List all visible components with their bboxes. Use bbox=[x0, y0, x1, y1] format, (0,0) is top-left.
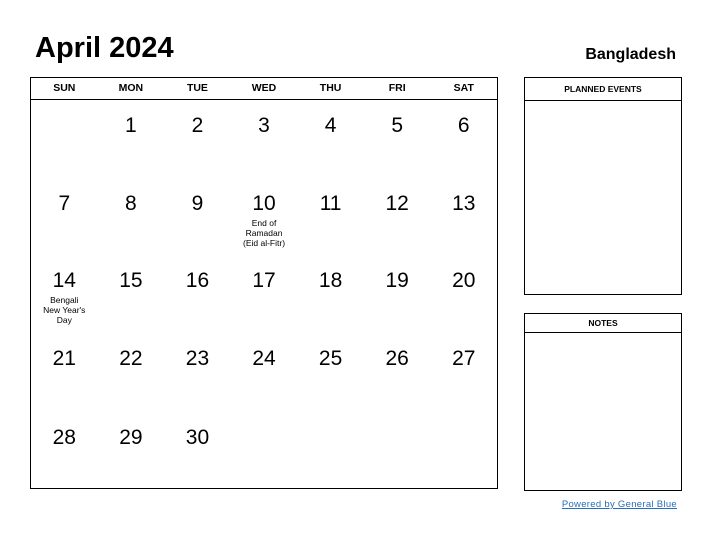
day-cell bbox=[164, 178, 231, 256]
day-number: 5 bbox=[391, 114, 404, 137]
day-number: 14 bbox=[52, 269, 76, 292]
powered-by-link[interactable]: Powered by General Blue bbox=[561, 499, 677, 510]
planned-events-panel bbox=[524, 77, 682, 295]
weekday-sun: SUN bbox=[53, 82, 76, 94]
day-number: 16 bbox=[185, 269, 210, 292]
weekday-fri: FRI bbox=[388, 82, 406, 94]
day-cell bbox=[98, 178, 165, 256]
notes-heading: NOTES bbox=[525, 314, 681, 333]
day-number: 11 bbox=[319, 192, 342, 215]
day-number: 9 bbox=[191, 192, 204, 215]
day-cell bbox=[31, 178, 98, 256]
day-cell bbox=[297, 178, 364, 256]
day-number: 7 bbox=[58, 192, 71, 215]
day-cell bbox=[430, 333, 497, 411]
notes-panel bbox=[524, 313, 682, 491]
day-cell bbox=[98, 412, 165, 490]
day-number: 26 bbox=[385, 347, 409, 370]
day-cell bbox=[364, 333, 431, 411]
day-number: 12 bbox=[385, 192, 409, 215]
weekday-sat: SAT bbox=[453, 82, 474, 94]
country-label: Bangladesh bbox=[585, 46, 676, 63]
day-number: 30 bbox=[185, 426, 210, 449]
day-number: 4 bbox=[324, 114, 337, 137]
day-number: 28 bbox=[52, 426, 76, 449]
day-number: 29 bbox=[119, 426, 143, 449]
day-number: 17 bbox=[252, 269, 276, 292]
calendar-week bbox=[31, 333, 497, 411]
day-cell bbox=[231, 412, 298, 490]
weekday-header bbox=[31, 78, 497, 100]
day-cell bbox=[430, 412, 497, 490]
day-number: 27 bbox=[452, 347, 476, 370]
day-number: 23 bbox=[185, 347, 210, 370]
day-cell bbox=[98, 100, 165, 178]
day-cell bbox=[98, 255, 165, 333]
day-cell bbox=[164, 412, 231, 490]
calendar-week bbox=[31, 100, 497, 178]
day-cell bbox=[364, 100, 431, 178]
day-cell bbox=[297, 333, 364, 411]
day-cell bbox=[231, 178, 298, 256]
day-number: 3 bbox=[258, 114, 270, 137]
calendar-week bbox=[31, 255, 497, 333]
day-number: 24 bbox=[252, 347, 276, 370]
day-cell bbox=[297, 255, 364, 333]
weekday-thu: THU bbox=[319, 82, 342, 94]
day-number: 13 bbox=[452, 192, 476, 215]
day-cell bbox=[164, 100, 231, 178]
day-cell bbox=[430, 100, 497, 178]
day-cell bbox=[98, 333, 165, 411]
calendar-week bbox=[31, 178, 497, 256]
calendar-week bbox=[31, 412, 497, 490]
day-number: 25 bbox=[318, 347, 343, 370]
weekday-wed: WED bbox=[251, 82, 277, 94]
holiday-label: Bengali New Year's Day bbox=[43, 295, 86, 325]
day-cell bbox=[231, 100, 298, 178]
calendar-body bbox=[31, 100, 497, 488]
calendar-grid bbox=[30, 77, 498, 489]
day-number: 22 bbox=[119, 347, 143, 370]
day-number: 1 bbox=[125, 114, 137, 137]
day-number: 10 bbox=[252, 192, 276, 215]
day-cell bbox=[31, 100, 98, 178]
weekday-tue: TUE bbox=[186, 82, 208, 94]
day-number: 6 bbox=[457, 114, 470, 137]
day-number: 15 bbox=[119, 269, 143, 292]
day-cell bbox=[430, 178, 497, 256]
weekday-mon: MON bbox=[118, 82, 144, 94]
day-cell bbox=[231, 333, 298, 411]
day-cell bbox=[430, 255, 497, 333]
day-cell bbox=[31, 412, 98, 490]
day-cell bbox=[364, 412, 431, 490]
planned-events-heading: PLANNED EVENTS bbox=[525, 78, 681, 101]
day-cell bbox=[231, 255, 298, 333]
day-number: 18 bbox=[318, 269, 343, 292]
page-title: April 2024 bbox=[35, 32, 174, 64]
day-number: 19 bbox=[385, 269, 409, 292]
day-cell bbox=[297, 100, 364, 178]
day-number: 20 bbox=[452, 269, 476, 292]
day-cell bbox=[297, 412, 364, 490]
holiday-label: End of Ramadan (Eid al-Fitr) bbox=[243, 218, 286, 248]
day-cell bbox=[364, 178, 431, 256]
day-cell bbox=[31, 255, 98, 333]
day-cell bbox=[31, 333, 98, 411]
day-cell bbox=[364, 255, 431, 333]
day-cell bbox=[164, 255, 231, 333]
day-cell bbox=[164, 333, 231, 411]
day-number: 8 bbox=[125, 192, 137, 215]
day-number: 21 bbox=[52, 347, 76, 370]
day-number: 2 bbox=[191, 114, 204, 137]
